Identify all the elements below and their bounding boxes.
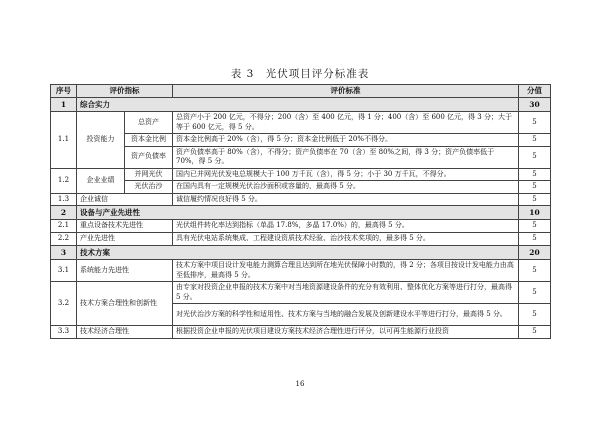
section-score: 20 [519, 246, 551, 260]
row-score: 5 [519, 134, 551, 147]
section-score: 10 [519, 206, 551, 220]
row-standard: 对光伏治沙方案的科学性和适用性、技术方案与当地的融合发展及创新建设水平等进行打分，最高得 5 分。 [173, 304, 519, 326]
section-row [51, 246, 551, 260]
row-standard: 光伏组件转化率达到指标（单晶 17.8%，多晶 17.0%）的，最高得 5 分。 [173, 220, 519, 233]
row-no: 2.2 [51, 233, 77, 246]
row-indicator: 技术经济合理性 [77, 326, 173, 339]
row-subindicator: 资本金比例 [125, 134, 173, 147]
table-row [51, 233, 551, 246]
row-indicator: 重点设备技术先进性 [77, 220, 173, 233]
row-subindicator: 并网光伏 [125, 168, 173, 181]
row-score: 5 [519, 220, 551, 233]
table-row [51, 168, 551, 181]
section-score: 30 [519, 98, 551, 112]
row-indicator: 系统能力先进性 [77, 260, 173, 282]
row-indicator: 企业诚信 [77, 193, 173, 206]
table-row [51, 282, 551, 304]
table-row [51, 181, 551, 194]
table-row [51, 220, 551, 233]
row-subindicator: 光伏治沙 [125, 181, 173, 194]
row-standard: 在国内具有一定规模光伏治沙面积或容量的，最高得 5 分。 [173, 181, 519, 194]
table-row [51, 134, 551, 147]
row-no: 1.3 [51, 193, 77, 206]
row-no: 3.3 [51, 326, 77, 339]
row-score: 5 [519, 168, 551, 181]
row-score: 5 [519, 233, 551, 246]
section-row [51, 98, 551, 112]
row-standard: 具有光伏电站系统集成、工程建设资质技术经验、治沙技术奖项的，最多得 5 分。 [173, 233, 519, 246]
row-score: 5 [519, 193, 551, 206]
section-title: 技术方案 [77, 246, 519, 260]
page-number: 16 [295, 380, 305, 388]
row-group: 企业业绩 [77, 168, 125, 193]
section-title: 设备与产业先进性 [77, 206, 519, 220]
row-subindicator: 总资产 [125, 112, 173, 134]
header-score: 分值 [519, 85, 551, 98]
row-standard: 根据投资企业申报的光伏项目建设方案技术经济合理性进行评分，以可再生能源行业投资 [173, 326, 519, 339]
row-indicator: 技术方案合理性和创新性 [77, 282, 173, 326]
row-score: 5 [519, 304, 551, 326]
row-score: 5 [519, 282, 551, 304]
table-row [51, 260, 551, 282]
row-no: 2.1 [51, 220, 77, 233]
table-row [51, 193, 551, 206]
row-standard: 资本金比例高于 20%（含），得 5 分；资本金比例低于 20%不得分。 [173, 134, 519, 147]
scoring-table [50, 84, 551, 339]
row-score: 5 [519, 260, 551, 282]
header-row [51, 85, 551, 98]
section-no: 1 [51, 98, 77, 112]
row-standard: 资产负债率高于 80%（含），不得分；资产负债率在 70（含）至 80%之间，得 3 分；资产负债率低于 70%，得 5 分。 [173, 146, 519, 168]
header-indicator: 评价指标 [77, 85, 173, 98]
section-row [51, 206, 551, 220]
row-score: 5 [519, 326, 551, 339]
row-indicator: 产业先进性 [77, 233, 173, 246]
row-score: 5 [519, 146, 551, 168]
row-standard: 由专家对投资企业申报的技术方案中对当地资源建设条件的充分有效利用、整体优化方案等进行打分，最高得 5 分。 [173, 282, 519, 304]
table-row [51, 326, 551, 339]
row-no: 3.2 [51, 282, 77, 326]
table-caption: 表 3 光伏项目评分标准表 [230, 68, 370, 80]
row-standard: 总资产小于 200 亿元，不得分；200（含）至 400 亿元，得 1 分；400（含）至 600 亿元，得 3 分；大于等于 600 亿元，得 5 分。 [173, 112, 519, 134]
table-row [51, 146, 551, 168]
row-group: 投资能力 [77, 112, 125, 169]
section-no: 2 [51, 206, 77, 220]
section-no: 3 [51, 246, 77, 260]
row-score: 5 [519, 181, 551, 194]
row-no: 1.2 [51, 168, 77, 193]
row-no: 3.1 [51, 260, 77, 282]
row-standard: 技术方案中项目设计发电能力测算合理且达到所在地光伏保障小时数的，得 2 分；各项目按设计发电能力由高至低排序，最高得 5 分。 [173, 260, 519, 282]
row-standard: 诚信履约情况良好得 5 分。 [173, 193, 519, 206]
section-title: 综合实力 [77, 98, 519, 112]
row-standard: 国内已并网光伏发电总规模大于 100 万千瓦（含），得 5 分；小于 30 万千瓦，不得分。 [173, 168, 519, 181]
row-no: 1.1 [51, 112, 77, 169]
header-standard: 评价标准 [173, 85, 519, 98]
row-score: 5 [519, 112, 551, 134]
row-subindicator: 资产负债率 [125, 146, 173, 168]
table-row [51, 112, 551, 134]
header-no: 序号 [51, 85, 77, 98]
